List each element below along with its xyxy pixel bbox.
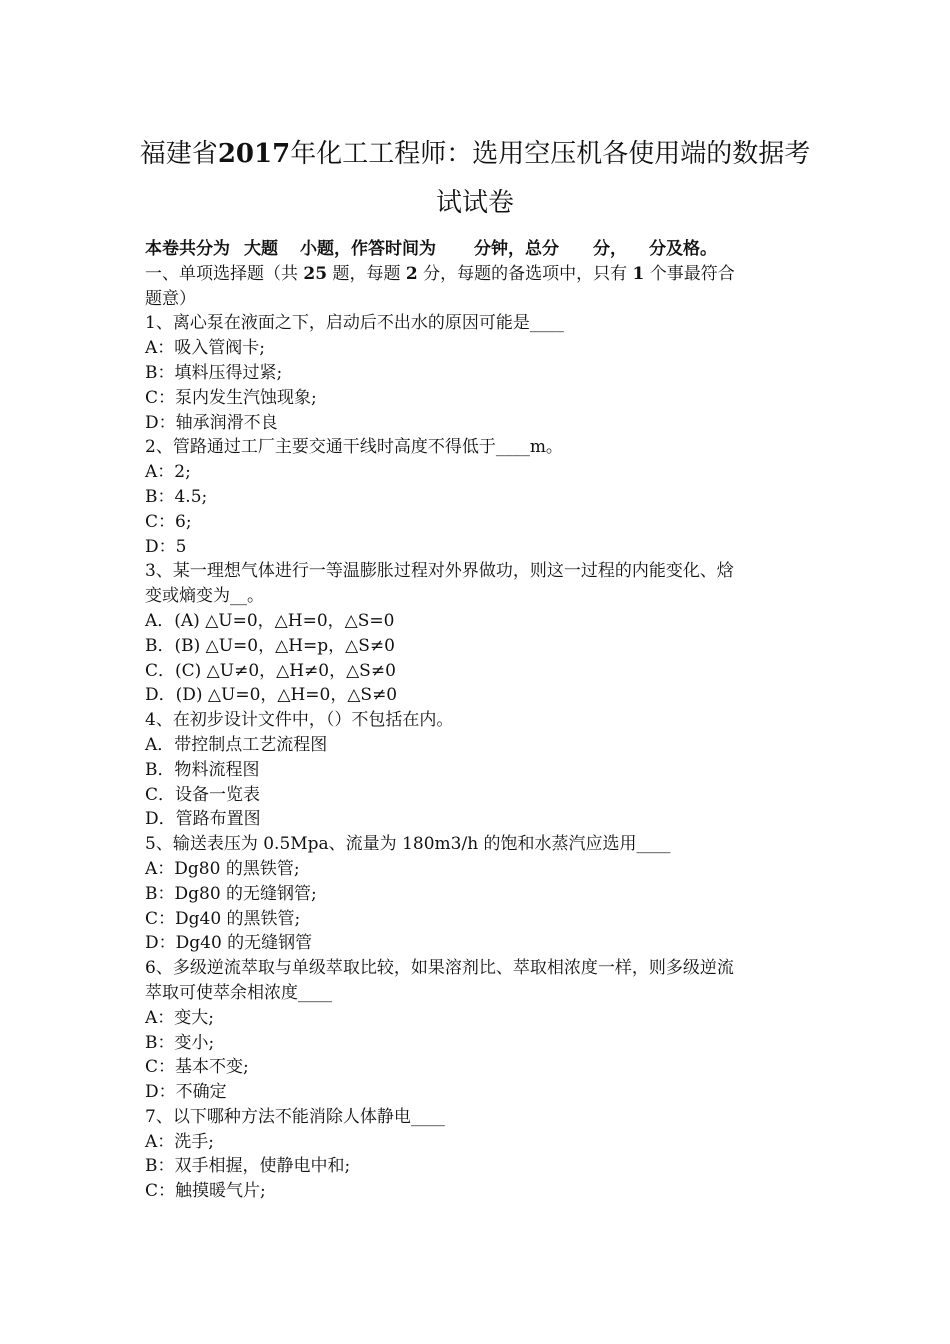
answer-option: C：触摸暖气片; (145, 1181, 266, 1202)
answer-option: A．带控制点工艺流程图 (145, 734, 328, 755)
answer-option: C：基本不变; (145, 1057, 249, 1078)
section-text-4: 个事最符合 (649, 263, 735, 284)
question-list (145, 311, 810, 1204)
answer-option: D．(D) △U=0，△H=0，△S≠0 (145, 685, 398, 706)
answer-option: C：6; (145, 511, 192, 532)
answer-option: B：Dg80 的无缝钢管; (145, 883, 317, 904)
title-year: 2017 (217, 139, 291, 169)
answer-option: C：泵内发生汽蚀现象; (145, 387, 317, 408)
answer-option: D：Dg40 的无缝钢管 (145, 933, 313, 954)
answer-option: D．管路布置图 (145, 809, 261, 830)
question-stem: 6、多级逆流萃取与单级萃取比较，如果溶剂比、萃取相浓度一样，则多级逆流 (145, 958, 734, 979)
section-points: 2 (405, 263, 418, 284)
section-heading (145, 262, 810, 287)
question-stem: 2、管路通过工厂主要交通干线时高度不得低于____m。 (145, 437, 563, 458)
question-stem: 萃取可使萃余相浓度____ (145, 982, 332, 1003)
summary-part-6: 分及格。 (649, 239, 717, 259)
question-6 (145, 956, 810, 1105)
answer-option: B：填料压得过紧; (145, 362, 283, 383)
summary-part-4: 分钟，总分 (474, 239, 559, 259)
answer-option: A：Dg80 的黑铁管; (145, 858, 300, 879)
answer-option: B．(B) △U=0，△H=p，△S≠0 (145, 635, 395, 656)
question-4 (145, 708, 810, 832)
summary-part-2: 大题 (244, 239, 278, 259)
question-stem: 变或熵变为__。 (145, 586, 264, 607)
answer-option: B：双手相握，使静电中和; (145, 1156, 351, 1177)
question-stem: 5、输送表压为 0.5Mpa、流量为 180m3/h 的饱和水蒸汽应选用____ (145, 834, 671, 855)
section-text-1: 一、单项选择题（共 (145, 263, 298, 284)
question-7 (145, 1105, 810, 1204)
answer-option: D：5 (145, 536, 187, 557)
answer-option: B：4.5; (145, 486, 208, 507)
answer-option: C：Dg40 的黑铁管; (145, 908, 301, 929)
document-title-line-1 (120, 139, 830, 169)
section-one: 1 (632, 263, 645, 284)
document-title-line-2: 试试卷 (435, 188, 514, 218)
question-stem: 4、在初步设计文件中，（）不包括在内。 (145, 710, 454, 731)
question-stem: 1、离心泵在液面之下，启动后不出水的原因可能是____ (145, 313, 564, 334)
question-2 (145, 435, 810, 559)
title-suffix: 年化工工程师：选用空压机各使用端的数据考 (290, 139, 811, 169)
answer-option: C．(C) △U≠0，△H≠0，△S≠0 (145, 660, 396, 681)
title-prefix: 福建省 (139, 139, 218, 169)
answer-option: A：吸入管阀卡; (145, 338, 266, 359)
document-body (145, 237, 810, 1204)
summary-part-3: 小题，作答时间为 (300, 239, 436, 259)
question-1 (145, 311, 810, 435)
answer-option: C．设备一览表 (145, 784, 261, 805)
answer-option: D：不确定 (145, 1082, 227, 1103)
exam-summary (145, 237, 810, 262)
answer-option: B：变小; (145, 1032, 215, 1053)
summary-part-1: 本卷共分为 (145, 239, 230, 259)
section-heading-line-2: 题意） (145, 288, 196, 309)
question-stem: 3、某一理想气体进行一等温膨胀过程对外界做功，则这一过程的内能变化、焓 (145, 561, 734, 582)
answer-option: A：变大; (145, 1007, 215, 1028)
answer-option: A：洗手; (145, 1131, 215, 1152)
answer-option: D：轴承润滑不良 (145, 412, 278, 433)
answer-option: B．物料流程图 (145, 759, 260, 780)
answer-option: A：2; (145, 462, 191, 483)
question-5 (145, 832, 810, 956)
summary-part-5: 分， (593, 239, 627, 259)
answer-option: A．(A) △U=0，△H=0，△S=0 (145, 610, 395, 631)
section-text-2: 题，每题 (332, 263, 401, 284)
section-text-3: 分，每题的备选项中，只有 (423, 263, 628, 284)
question-stem: 7、以下哪种方法不能消除人体静电____ (145, 1106, 445, 1127)
section-question-count: 25 (303, 263, 328, 284)
question-3 (145, 559, 810, 708)
